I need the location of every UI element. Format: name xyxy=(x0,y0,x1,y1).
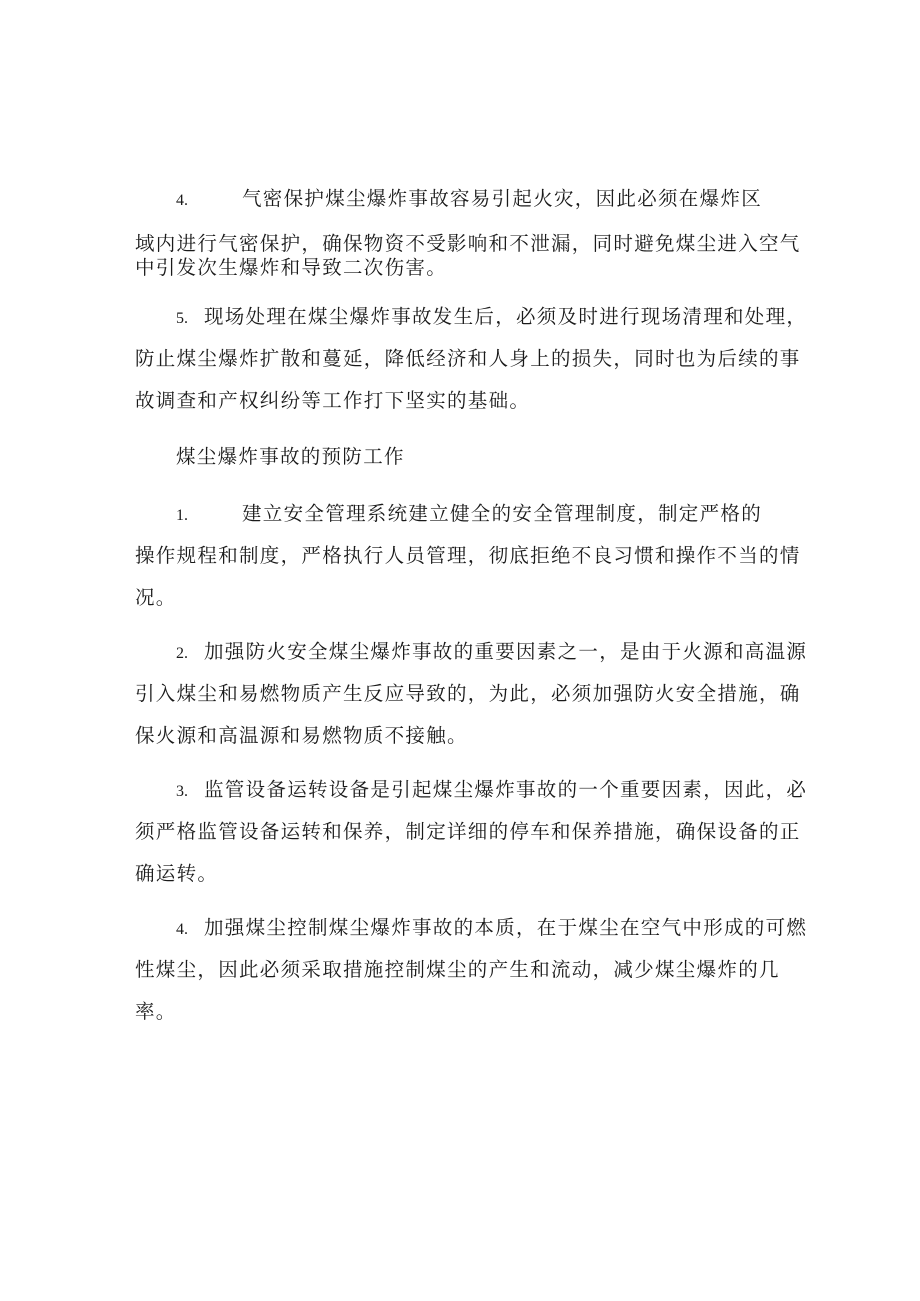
paragraph-line: 确运转。 xyxy=(135,862,219,885)
paragraph-line: 域内进行气密保护，确保物资不受影响和不泄漏，同时避免煤尘进入空气 xyxy=(135,232,801,255)
paragraph-line: 现场处理在煤尘爆炸事故发生后，必须及时进行现场清理和处理， xyxy=(204,305,808,328)
paragraph-line: 监管设备运转设备是引起煤尘爆炸事故的一个重要因素，因此，必 xyxy=(204,778,808,801)
paragraph-line: 操作规程和制度，严格执行人员管理，彻底拒绝不良习惯和操作不当的情 xyxy=(135,544,801,567)
item-number: 1. xyxy=(176,507,188,524)
item-number: 4. xyxy=(176,921,188,938)
paragraph-line: 防止煤尘爆炸扩散和蔓延，降低经济和人身上的损失，同时也为后续的事 xyxy=(135,347,801,370)
item-number: 2. xyxy=(176,645,188,662)
paragraph-line: 加强防火安全煤尘爆炸事故的重要因素之一，是由于火源和高温源 xyxy=(204,640,808,663)
paragraph-line: 性煤尘，因此必须采取措施控制煤尘的产生和流动，减少煤尘爆炸的几 xyxy=(135,958,780,981)
paragraph-line: 加强煤尘控制煤尘爆炸事故的本质，在于煤尘在空气中形成的可燃 xyxy=(204,916,808,939)
item-number: 3. xyxy=(176,783,188,800)
section-heading: 煤尘爆炸事故的预防工作 xyxy=(176,445,405,468)
paragraph-line: 引入煤尘和易燃物质产生反应导致的，为此，必须加强防火安全措施，确 xyxy=(135,682,801,705)
paragraph-line: 须严格监管设备运转和保养，制定详细的停车和保养措施，确保设备的正 xyxy=(135,820,801,843)
paragraph-line: 中引发次生爆炸和导致二次伤害。 xyxy=(135,256,448,279)
paragraph-line: 率。 xyxy=(135,1000,177,1023)
paragraph-line: 气密保护煤尘爆炸事故容易引起火灾，因此必须在爆炸区 xyxy=(242,187,763,210)
paragraph-line: 建立安全管理系统建立健全的安全管理制度，制定严格的 xyxy=(242,502,763,525)
paragraph-line: 故调查和产权纠纷等工作打下坚实的基础。 xyxy=(135,389,531,412)
paragraph-line: 况。 xyxy=(135,586,177,609)
item-number: 5. xyxy=(176,310,188,327)
paragraph-line: 保火源和高温源和易燃物质不接触。 xyxy=(135,724,468,747)
item-number: 4. xyxy=(176,192,188,209)
